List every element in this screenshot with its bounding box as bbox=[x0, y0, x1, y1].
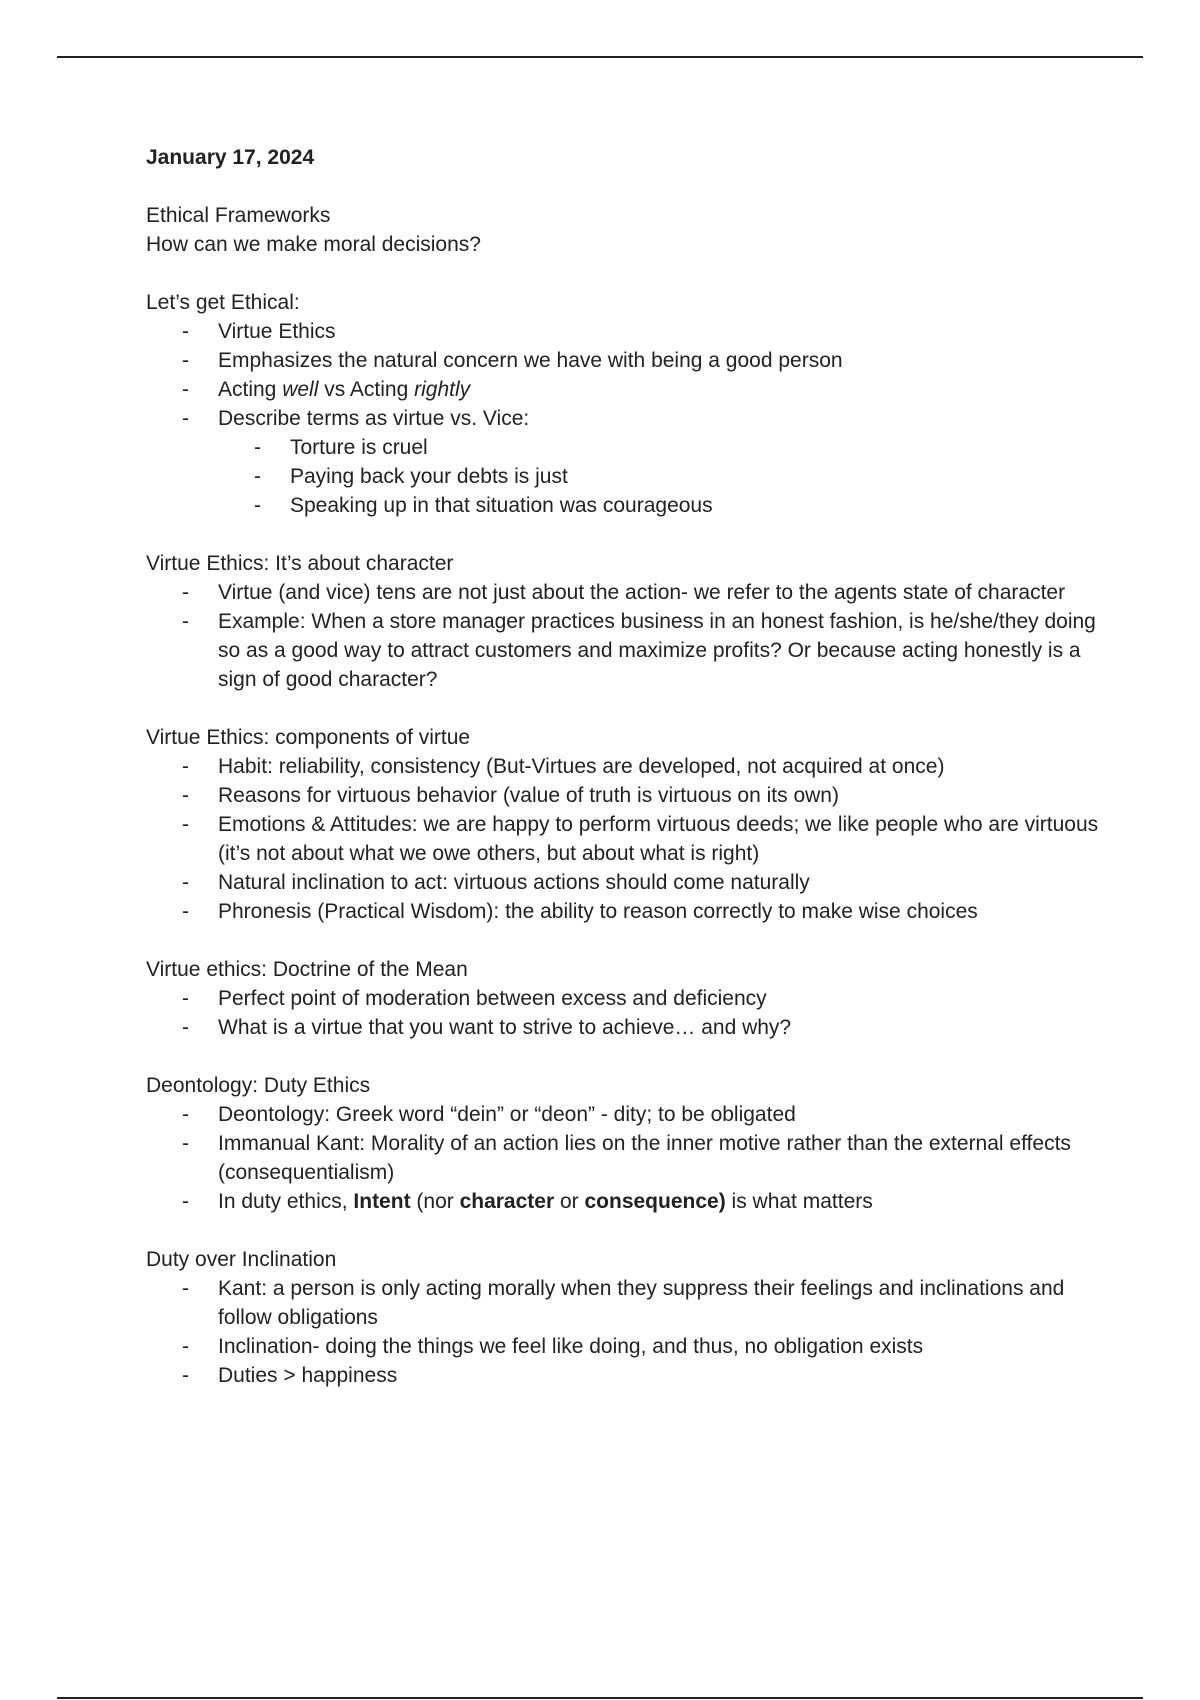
bullet-list bbox=[146, 578, 1106, 694]
list-item: - Duties > happiness bbox=[182, 1364, 398, 1387]
top-rule bbox=[57, 56, 1143, 58]
list-item: - Reasons for virtuous behavior (value of truth is virtuous on its own) bbox=[182, 784, 839, 807]
list-item: - Immanual Kant: Morality of an action lies on the inner motive rather than the external effects (consequentialism) bbox=[182, 1132, 1071, 1184]
list-item: - Phronesis (Practical Wisdom): the ability to reason correctly to make wise choices bbox=[182, 900, 978, 923]
section-heading: Virtue Ethics: It’s about character bbox=[146, 552, 454, 575]
sub-list-item: - Speaking up in that situation was courageous bbox=[254, 494, 713, 517]
list-item: - Perfect point of moderation between excess and deficiency bbox=[182, 987, 767, 1010]
intro-title: Ethical Frameworks bbox=[146, 204, 331, 227]
list-item: - Virtue Ethics bbox=[182, 320, 336, 343]
list-item: - In duty ethics, Intent (nor character or consequence) is what matters bbox=[182, 1190, 873, 1213]
sub-bullet-list bbox=[218, 433, 1106, 520]
list-item: - Acting well vs Acting rightly bbox=[182, 378, 471, 401]
intro-question: How can we make moral decisions? bbox=[146, 233, 481, 256]
list-item: - Virtue (and vice) tens are not just about the action- we refer to the agents state of character bbox=[182, 581, 1066, 604]
bullet-list bbox=[146, 984, 1106, 1042]
section-heading: Virtue ethics: Doctrine of the Mean bbox=[146, 958, 468, 981]
page-date: January 17, 2024 bbox=[146, 146, 315, 169]
sub-list-item: - Torture is cruel bbox=[254, 436, 428, 459]
sub-list-item: - Paying back your debts is just bbox=[254, 465, 568, 488]
list-item: - Describe terms as virtue vs. Vice: - Torture is cruel - Paying back your debts is just - Speaking up in that situation was courageous bbox=[146, 404, 1106, 520]
bullet-list bbox=[146, 317, 1106, 520]
list-item: - Kant: a person is only acting morally when they suppress their feelings and inclinations and follow obligations bbox=[182, 1277, 1065, 1329]
section-heading: Deontology: Duty Ethics bbox=[146, 1074, 371, 1097]
section-heading: Let’s get Ethical: bbox=[146, 291, 300, 314]
list-item: - Emotions & Attitudes: we are happy to perform virtuous deeds; we like people who are virtuous (it’s not about what we owe others, but about what is right) bbox=[182, 813, 1099, 865]
notes-body bbox=[146, 143, 1106, 1390]
list-item: - Example: When a store manager practices business in an honest fashion, is he/she/they doing so as a good way to attract customers and maximize profits? Or because acting honestly is a sign of good character? bbox=[182, 610, 1096, 691]
list-item: - Natural inclination to act: virtuous actions should come naturally bbox=[182, 871, 810, 894]
list-item: - Habit: reliability, consistency (But-Virtues are developed, not acquired at once) bbox=[182, 755, 945, 778]
bullet-list bbox=[146, 1100, 1106, 1216]
bullet-list bbox=[146, 752, 1106, 926]
list-item: - Emphasizes the natural concern we have with being a good person bbox=[182, 349, 843, 372]
list-item: - What is a virtue that you want to strive to achieve… and why? bbox=[182, 1016, 792, 1039]
bullet-list bbox=[146, 1274, 1106, 1390]
list-item: - Deontology: Greek word “dein” or “deon” - dity; to be obligated bbox=[182, 1103, 796, 1126]
bottom-rule bbox=[57, 1697, 1143, 1699]
list-item: - Inclination- doing the things we feel like doing, and thus, no obligation exists bbox=[182, 1335, 924, 1358]
section-heading: Duty over Inclination bbox=[146, 1248, 337, 1271]
section-heading: Virtue Ethics: components of virtue bbox=[146, 726, 471, 749]
